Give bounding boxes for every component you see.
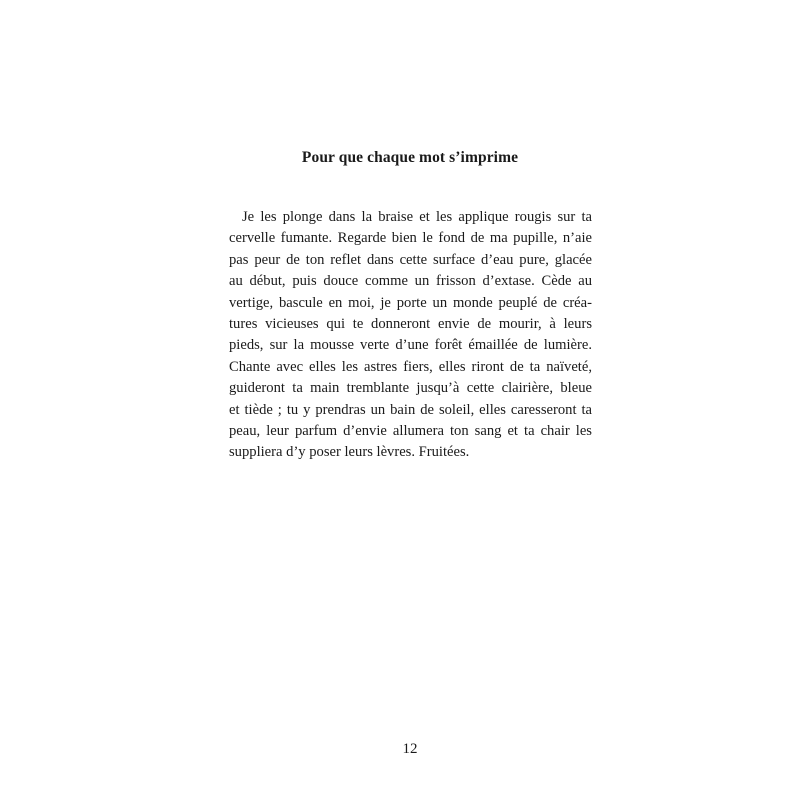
poem-title: Pour que chaque mot s’imprime: [301, 149, 519, 166]
paragraph-line: tures vicieuses qui te donneront envie de mourir, à leurs: [229, 316, 592, 333]
paragraph-line: Chante avec elles les astres fiers, elles riront de ta naïveté,: [229, 358, 592, 375]
page-number: 12: [402, 741, 418, 757]
paragraph-line: cervelle fumante. Regarde bien le fond de ma pupille, n’aie: [229, 230, 592, 247]
paragraph-line: guideront ta main tremblante jusqu’à cette clairière, bleue: [229, 380, 592, 397]
paragraph-line: au début, puis douce comme un frisson d’extase. Cède au: [229, 273, 592, 290]
paragraph-line: et tiède ; tu y prendras un bain de soleil, elles caresseront ta: [229, 401, 592, 418]
paragraph-line: pas peur de ton reflet dans cette surface d’eau pure, glacée: [229, 251, 592, 268]
paragraph-line: Je les plonge dans la braise et les applique rougis sur ta: [242, 209, 592, 225]
paragraph-line: vertige, bascule en moi, je porte un monde peuplé de créa-: [229, 294, 592, 311]
paragraph-line: peau, leur parfum d’envie allumera ton sang et ta chair les: [229, 423, 592, 440]
prose-paragraph: [229, 207, 592, 464]
paragraph-line: suppliera d’y poser leurs lèvres. Fruitées.: [229, 444, 470, 461]
paragraph-line: pieds, sur la mousse verte d’une forêt émaillée de lumière.: [229, 337, 592, 354]
